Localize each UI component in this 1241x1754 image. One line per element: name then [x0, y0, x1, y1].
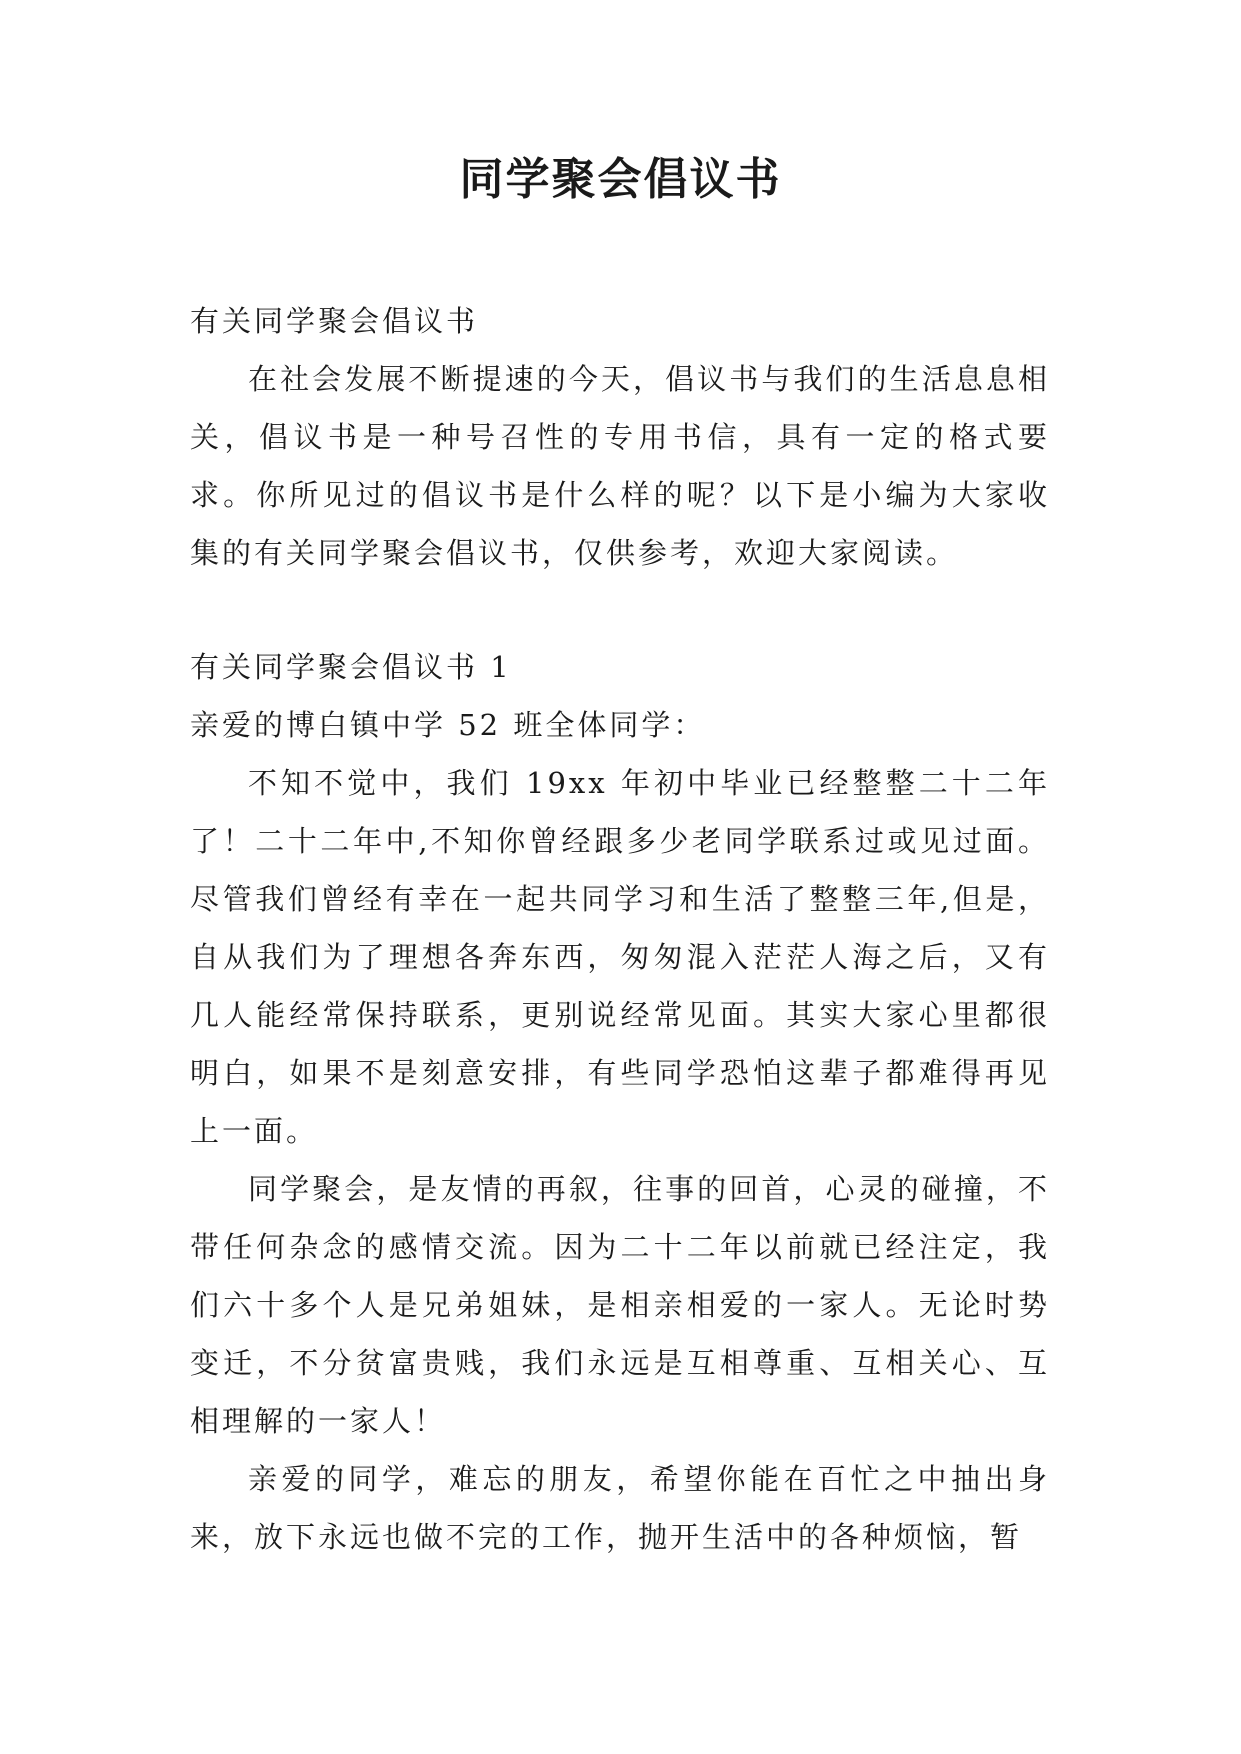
- body-paragraph-3: 亲爱的同学，难忘的朋友，希望你能在百忙之中抽出身来，放下永远也做不完的工作，抛开生活中的各种烦恼，暂: [190, 1462, 1050, 1554]
- intro-paragraph: 在社会发展不断提速的今天，倡议书与我们的生活息息相关，倡议书是一种号召性的专用书信，具有一定的格式要求。你所见过的倡议书是什么样的呢？以下是小编为大家收集的有关同学聚会倡议书，仅供参考，欢迎大家阅读。: [190, 362, 1050, 570]
- salutation: 亲爱的博白镇中学 52 班全体同学：: [190, 708, 706, 742]
- document-title: 同学聚会倡议书: [459, 154, 782, 205]
- intro-heading: 有关同学聚会倡议书: [190, 304, 479, 338]
- body-paragraph-2: 同学聚会，是友情的再叙，往事的回首，心灵的碰撞，不带任何杂念的感情交流。因为二十二年以前就已经注定，我们六十多个人是兄弟姐妹，是相亲相爱的一家人。无论时势变迁，不分贫富贵贱，我们永远是互相尊重、互相关心、互相理解的一家人！: [190, 1172, 1050, 1438]
- body-paragraph-1: 不知不觉中，我们 19xx 年初中毕业已经整整二十二年了！二十二年中,不知你曾经跟多少老同学联系过或见过面。尽管我们曾经有幸在一起共同学习和生活了整整三年,但是，自从我们为了理想各奔东西，匆匆混入茫茫人海之后，又有几人能经常保持联系，更别说经常见面。其实大家心里都很明白，如果不是刻意安排，有些同学恐怕这辈子都难得再见上一面。: [190, 766, 1050, 1148]
- section-heading: 有关同学聚会倡议书 1: [190, 650, 512, 684]
